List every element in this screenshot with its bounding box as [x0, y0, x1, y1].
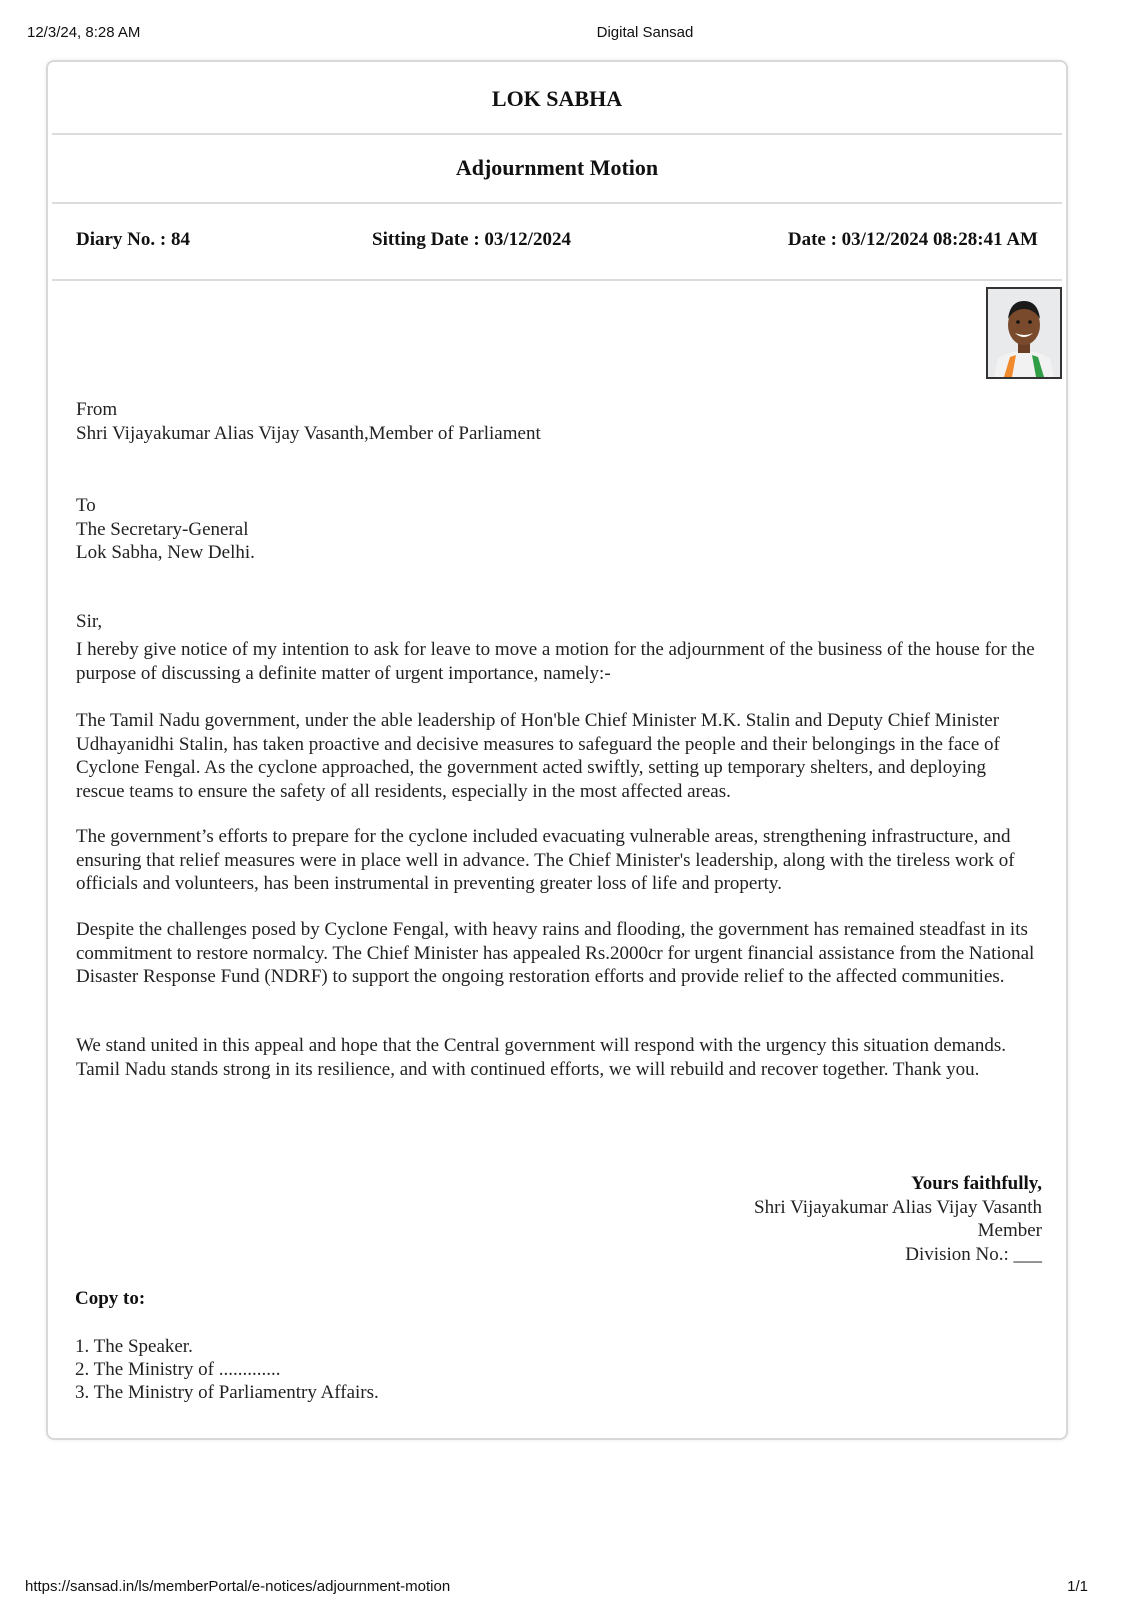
letter-paragraph-3: Despite the challenges posed by Cyclone Fengal, with heavy rains and flooding, the government has remained steadfast in its commitment to restore normalcy. The Chief Minister has appealed Rs.2000cr for urgent financial assistance from the National Disaster Response Fund (NDRF) to support the ongoing restoration efforts and provide relief to the affected communities.: [76, 919, 1035, 987]
letter-paragraph-2: The government’s efforts to prepare for the cyclone included evacuating vulnerable areas, strengthening infrastructure, and ensuring that relief measures were in place well in advance. The Chief Minister's leadership, along with the tireless work of officials and volunteers, has been instrumental in preventing greater loss of life and property.: [76, 826, 1015, 894]
copy-to-label: Copy to:: [75, 1288, 146, 1309]
print-footer-page: 1/1: [1067, 1578, 1088, 1595]
salutation: Sir,: [76, 611, 103, 632]
letter-paragraph-4: We stand united in this appeal and hope that the Central government will respond with the urgency this situation demands. Tamil Nadu stands strong in its resilience, and with continued efforts, we will rebuild and recover together. Thank you.: [76, 1035, 1006, 1080]
to-label: To: [76, 495, 96, 516]
from-label: From: [76, 399, 118, 420]
print-footer-url: https://sansad.in/ls/memberPortal/e-notices/adjournment-motion: [25, 1578, 451, 1595]
to-line-1: The Secretary-General: [76, 518, 249, 540]
house-title: LOK SABHA: [491, 86, 623, 111]
letter-paragraph-1: The Tamil Nadu government, under the able leadership of Hon'ble Chief Minister M.K. Stalin and Deputy Chief Minister Udhayanidhi Stalin, has taken proactive and decisive measures to safeguard the people and their belongings in the face of Cyclone Fengal. As the cyclone approached, the government acted swiftly, setting up temporary shelters, and deploying rescue teams to ensure the safety of all residents, especially in the most affected areas.: [76, 710, 1000, 802]
signature-block: [754, 1172, 1042, 1266]
from-name: Shri Vijayakumar Alias Vijay Vasanth,Member of Parliament: [76, 422, 541, 444]
closing: Yours faithfully,: [911, 1173, 1042, 1194]
list-item: 3. The Ministry of Parliamentry Affairs.: [75, 1382, 379, 1403]
list-item: 1. The Speaker.: [75, 1336, 193, 1357]
submission-date: Date : 03/12/2024 08:28:41 AM: [787, 229, 1038, 250]
member-portrait-icon: [988, 289, 1060, 377]
divider: [52, 202, 1062, 204]
notice-type-title: Adjournment Motion: [455, 155, 659, 180]
member-photo: [986, 287, 1062, 379]
divider: [52, 279, 1062, 281]
division-number: Division No.: ___: [905, 1243, 1042, 1265]
notice-card: [46, 60, 1068, 1440]
copy-to-list: [75, 1335, 379, 1404]
list-item: 2. The Ministry of .............: [75, 1359, 281, 1380]
signatory-name: Shri Vijayakumar Alias Vijay Vasanth: [754, 1196, 1042, 1218]
signatory-role: Member: [977, 1220, 1042, 1241]
diary-number: Diary No. : 84: [76, 229, 190, 250]
print-header-title: Digital Sansad: [596, 24, 694, 41]
sitting-date: Sitting Date : 03/12/2024: [372, 229, 571, 250]
to-line-2: Lok Sabha, New Delhi.: [76, 542, 255, 563]
to-block: [76, 494, 1036, 565]
print-header-datetime: 12/3/24, 8:28 AM: [27, 24, 141, 41]
from-block: [76, 398, 1036, 445]
letter-intro: I hereby give notice of my intention to ask for leave to move a motion for the adjournment of the business of the house for the purpose of discussing a definite matter of urgent importance, namely:-: [76, 639, 1035, 684]
divider: [52, 133, 1062, 135]
